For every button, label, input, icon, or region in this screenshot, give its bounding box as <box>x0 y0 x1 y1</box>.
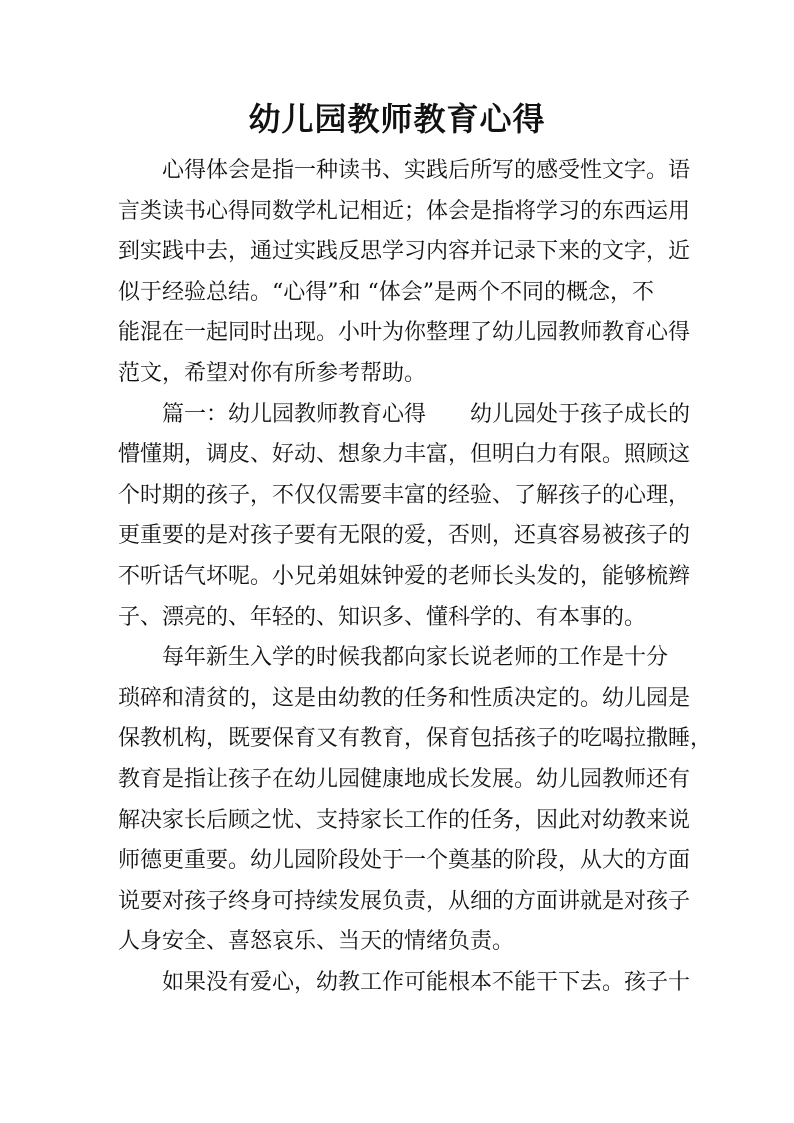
text-line: 说要对孩子终身可持续发展负责，从细的方面讲就是对孩子 <box>118 888 691 914</box>
text-line: 琐碎和清贫的，这是由幼教的任务和性质决定的。幼儿园是 <box>118 685 691 711</box>
paragraph-love <box>118 963 691 1004</box>
text-line: 范文，希望对你有所参考帮助。 <box>118 360 427 386</box>
text-line: 篇一：幼儿园教师教育心得 幼儿园处于孩子成长的 <box>162 401 691 427</box>
document-body <box>118 151 713 1003</box>
text-line: 保教机构，既要保育又有教育，保育包括孩子的吃喝拉撒睡， <box>118 726 713 752</box>
document-title: 幼儿园教师教育心得 <box>248 100 546 138</box>
text-line: 解决家长后顾之忧、支持家长工作的任务，因此对幼教来说 <box>118 807 691 833</box>
text-line: 心得体会是指一种读书、实践后所写的感受性文字。语 <box>162 158 691 183</box>
text-line: 教育是指让孩子在幼儿园健康地成长发展。幼儿园教师还有 <box>118 766 691 792</box>
text-line: 个时期的孩子，不仅仅需要丰富的经验、了解孩子的心理， <box>118 482 691 508</box>
text-line: 人身安全、喜怒哀乐、当天的情绪负责。 <box>118 929 515 955</box>
text-line: 到实践中去，通过实践反思学习内容并记录下来的文字，近 <box>118 239 691 265</box>
text-line: 每年新生入学的时候我都向家长说老师的工作是十分 <box>162 645 669 671</box>
text-line: 更重要的是对孩子要有无限的爱，否则，还真容易被孩子的 <box>118 523 691 549</box>
text-line: 师德更重要。幼儿园阶段处于一个奠基的阶段，从大的方面 <box>118 848 691 874</box>
paragraph-duties <box>118 638 713 963</box>
text-line: 不听话气坏呢。小兄弟姐妹钟爱的老师长头发的，能够梳辫 <box>118 563 691 589</box>
text-line: 能混在一起同时出现。小叶为你整理了幼儿园教师教育心得 <box>118 320 691 346</box>
text-line: 如果没有爱心，幼教工作可能根本不能干下去。孩子十 <box>162 969 691 995</box>
text-line: 言类读书心得同数学札记相近；体会是指将学习的东西运用 <box>118 198 691 224</box>
text-line: 懵懂期，调皮、好动、想象力丰富，但明白力有限。照顾这 <box>118 442 691 468</box>
text-line: 子、漂亮的、年轻的、知识多、懂科学的、有本事的。 <box>118 604 647 630</box>
paragraph-intro <box>118 151 691 395</box>
text-line: 似于经验总结。“心得”和 “体会”是两个不同的概念，不 <box>118 279 654 305</box>
paragraph-article-one <box>118 395 691 639</box>
